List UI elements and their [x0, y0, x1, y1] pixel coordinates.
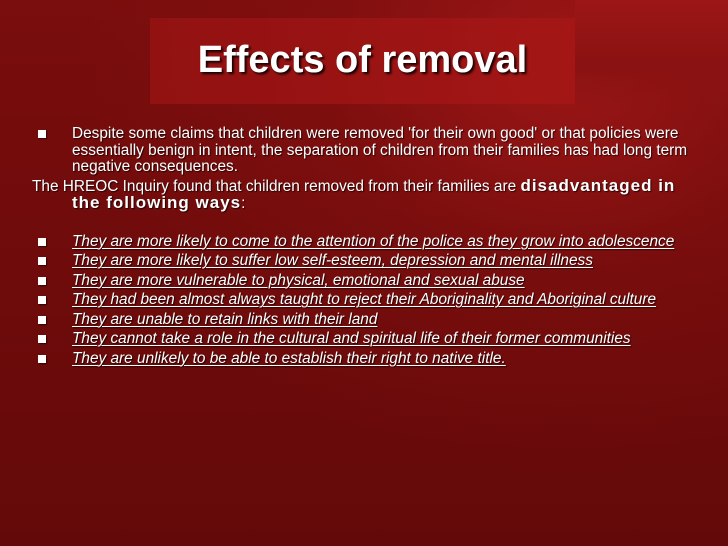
square-bullet-icon	[38, 296, 46, 304]
spacer	[32, 213, 692, 234]
effect-link-aboriginality[interactable]: They had been almost always taught to reject their Aboriginality and Aboriginal culture	[72, 291, 657, 308]
effect-link-community[interactable]: They cannot take a role in the cultural and spiritual life of their former communities	[72, 330, 631, 347]
square-bullet-icon	[38, 130, 46, 138]
effect-item-abuse	[32, 273, 692, 290]
effect-link-police[interactable]: They are more likely to come to the attention of the police as they grow into adolescence	[72, 232, 675, 250]
inquiry-text: The HREOC Inquiry found that children removed from their families are	[32, 177, 521, 195]
square-bullet-icon	[38, 257, 46, 265]
inquiry-emphasis: disadvantaged in the following ways	[72, 175, 676, 212]
inquiry-paragraph	[32, 175, 692, 213]
square-bullet-icon	[38, 238, 46, 246]
square-bullet-icon	[38, 355, 46, 363]
effect-item-land	[32, 312, 692, 329]
effects-list	[32, 234, 692, 368]
slide-title: Effects of removal	[197, 39, 528, 81]
intro-bullet-text: Despite some claims that children were removed 'for their own good' or that policies were essentially benign in intent, the separation of children from their families has had long term negative consequences.	[72, 125, 688, 175]
effect-item-native-title	[32, 351, 692, 368]
slide-body	[32, 126, 692, 370]
square-bullet-icon	[38, 277, 46, 285]
effect-item-police	[32, 234, 692, 251]
title-band	[575, 0, 728, 110]
effect-link-abuse[interactable]: They are more vulnerable to physical, emotional and sexual abuse	[72, 271, 525, 289]
intro-bullet	[32, 126, 692, 176]
square-bullet-icon	[38, 316, 46, 324]
effect-link-native-title[interactable]: They are unlikely to be able to establish their right to native title.	[72, 349, 506, 367]
effect-link-land[interactable]: They are unable to retain links with their land	[72, 310, 378, 328]
effect-item-aboriginality	[32, 292, 692, 309]
effect-link-self-esteem[interactable]: They are more likely to suffer low self-esteem, depression and mental illness	[72, 252, 593, 269]
effect-item-community	[32, 331, 692, 348]
square-bullet-icon	[38, 335, 46, 343]
effect-item-self-esteem	[32, 253, 692, 270]
inquiry-suffix: :	[241, 195, 246, 212]
